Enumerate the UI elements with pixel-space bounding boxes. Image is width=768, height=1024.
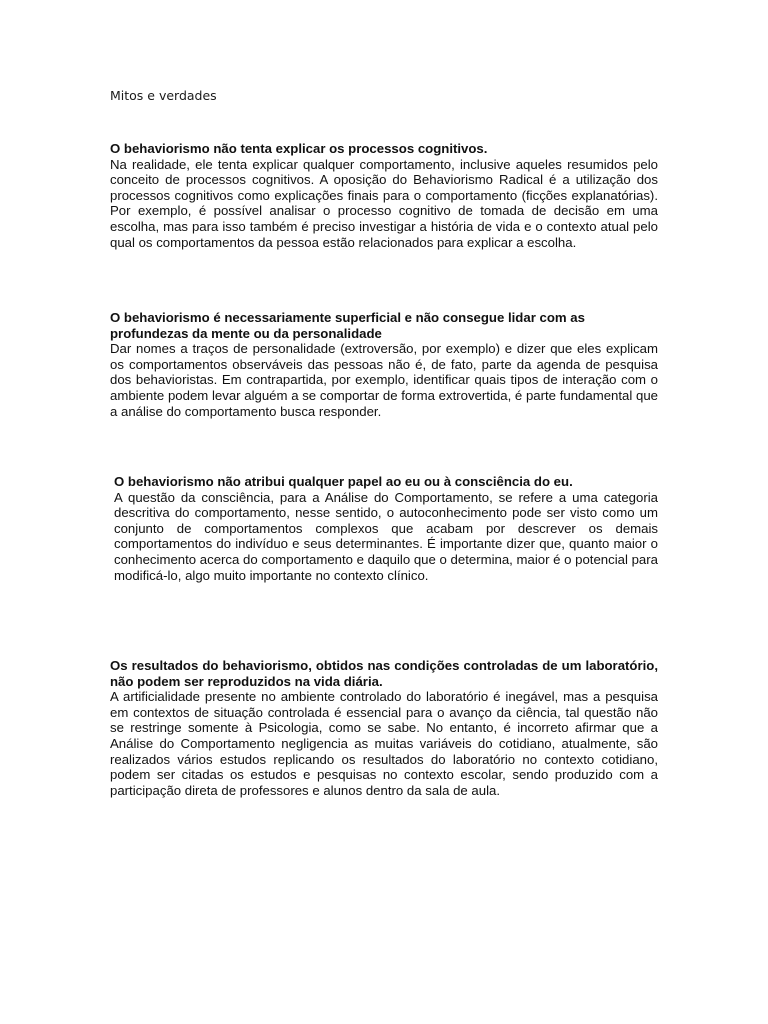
- section-heading: O behaviorismo não tenta explicar os processos cognitivos.: [110, 141, 488, 156]
- section-body: Dar nomes a traços de personalidade (extroversão, por exemplo) e dizer que eles explicam os comportamentos observáveis das pessoas não é, de fato, parte da agenda de pesquisa dos behavioristas. Em contrapartida, por exemplo, identificar quais tipos de interação com o ambiente podem levar alguém a se comportar de forma extrovertida, é parte fundamental que a análise do comportamento busca responder.: [110, 341, 658, 419]
- section-laboratory-results: [110, 658, 658, 798]
- section-self-consciousness: [110, 474, 658, 583]
- section-body: Na realidade, ele tenta explicar qualquer comportamento, inclusive aqueles resumidos pelo conceito de processos cognitivos. A oposição do Behaviorismo Radical é a utilização dos processos cognitivos como explicações finais para o comportamento (ficções explanatórias). Por exemplo, é possível analisar o processo cognitivo de tomada de decisão em uma escolha, mas para isso também é preciso investigar a história de vida e o contexto atual pelo qual os comportamentos da pessoa estão relacionados para explicar a escolha.: [110, 156, 658, 250]
- section-superficial: [110, 310, 658, 419]
- section-heading: Os resultados do behaviorismo, obtidos nas condições controladas de um laboratório, não podem ser reproduzidos na vida diária.: [110, 658, 658, 689]
- section-heading: O behaviorismo é necessariamente superficial e não consegue lidar com as profundezas da mente ou da personalidade: [110, 310, 585, 341]
- section-cognitive-processes: [110, 141, 658, 250]
- section-body: A questão da consciência, para a Análise do Comportamento, se refere a uma categoria descritiva do comportamento, nesse sentido, o autoconhecimento pode ser visto como um conjunto de comportamentos complexos que acabam por descrever os demais comportamentos do indivíduo e seus determinantes. É importante dizer que, quanto maior o conhecimento acerca do comportamento e daquilo que o determina, maior é o potencial para modificá-lo, algo muito importante no contexto clínico.: [114, 489, 658, 583]
- document-title: Mitos e verdades: [110, 88, 217, 103]
- section-heading: O behaviorismo não atribui qualquer papel ao eu ou à consciência do eu.: [114, 474, 573, 489]
- section-body: A artificialidade presente no ambiente controlado do laboratório é inegável, mas a pesquisa em contextos de situação controlada é essencial para o avanço da ciência, tal questão não se restringe somente à Psicologia, como se sabe. No entanto, é incorreto afirmar que a Análise do Comportamento negligencia as muitas variáveis do cotidiano, atualmente, são realizados vários estudos replicando os resultados do laboratório no contexto cotidiano, podem ser citadas os estudos e pesquisas no contexto escolar, sendo produzido com a participação direta de professores e alunos dentro da sala de aula.: [110, 689, 658, 798]
